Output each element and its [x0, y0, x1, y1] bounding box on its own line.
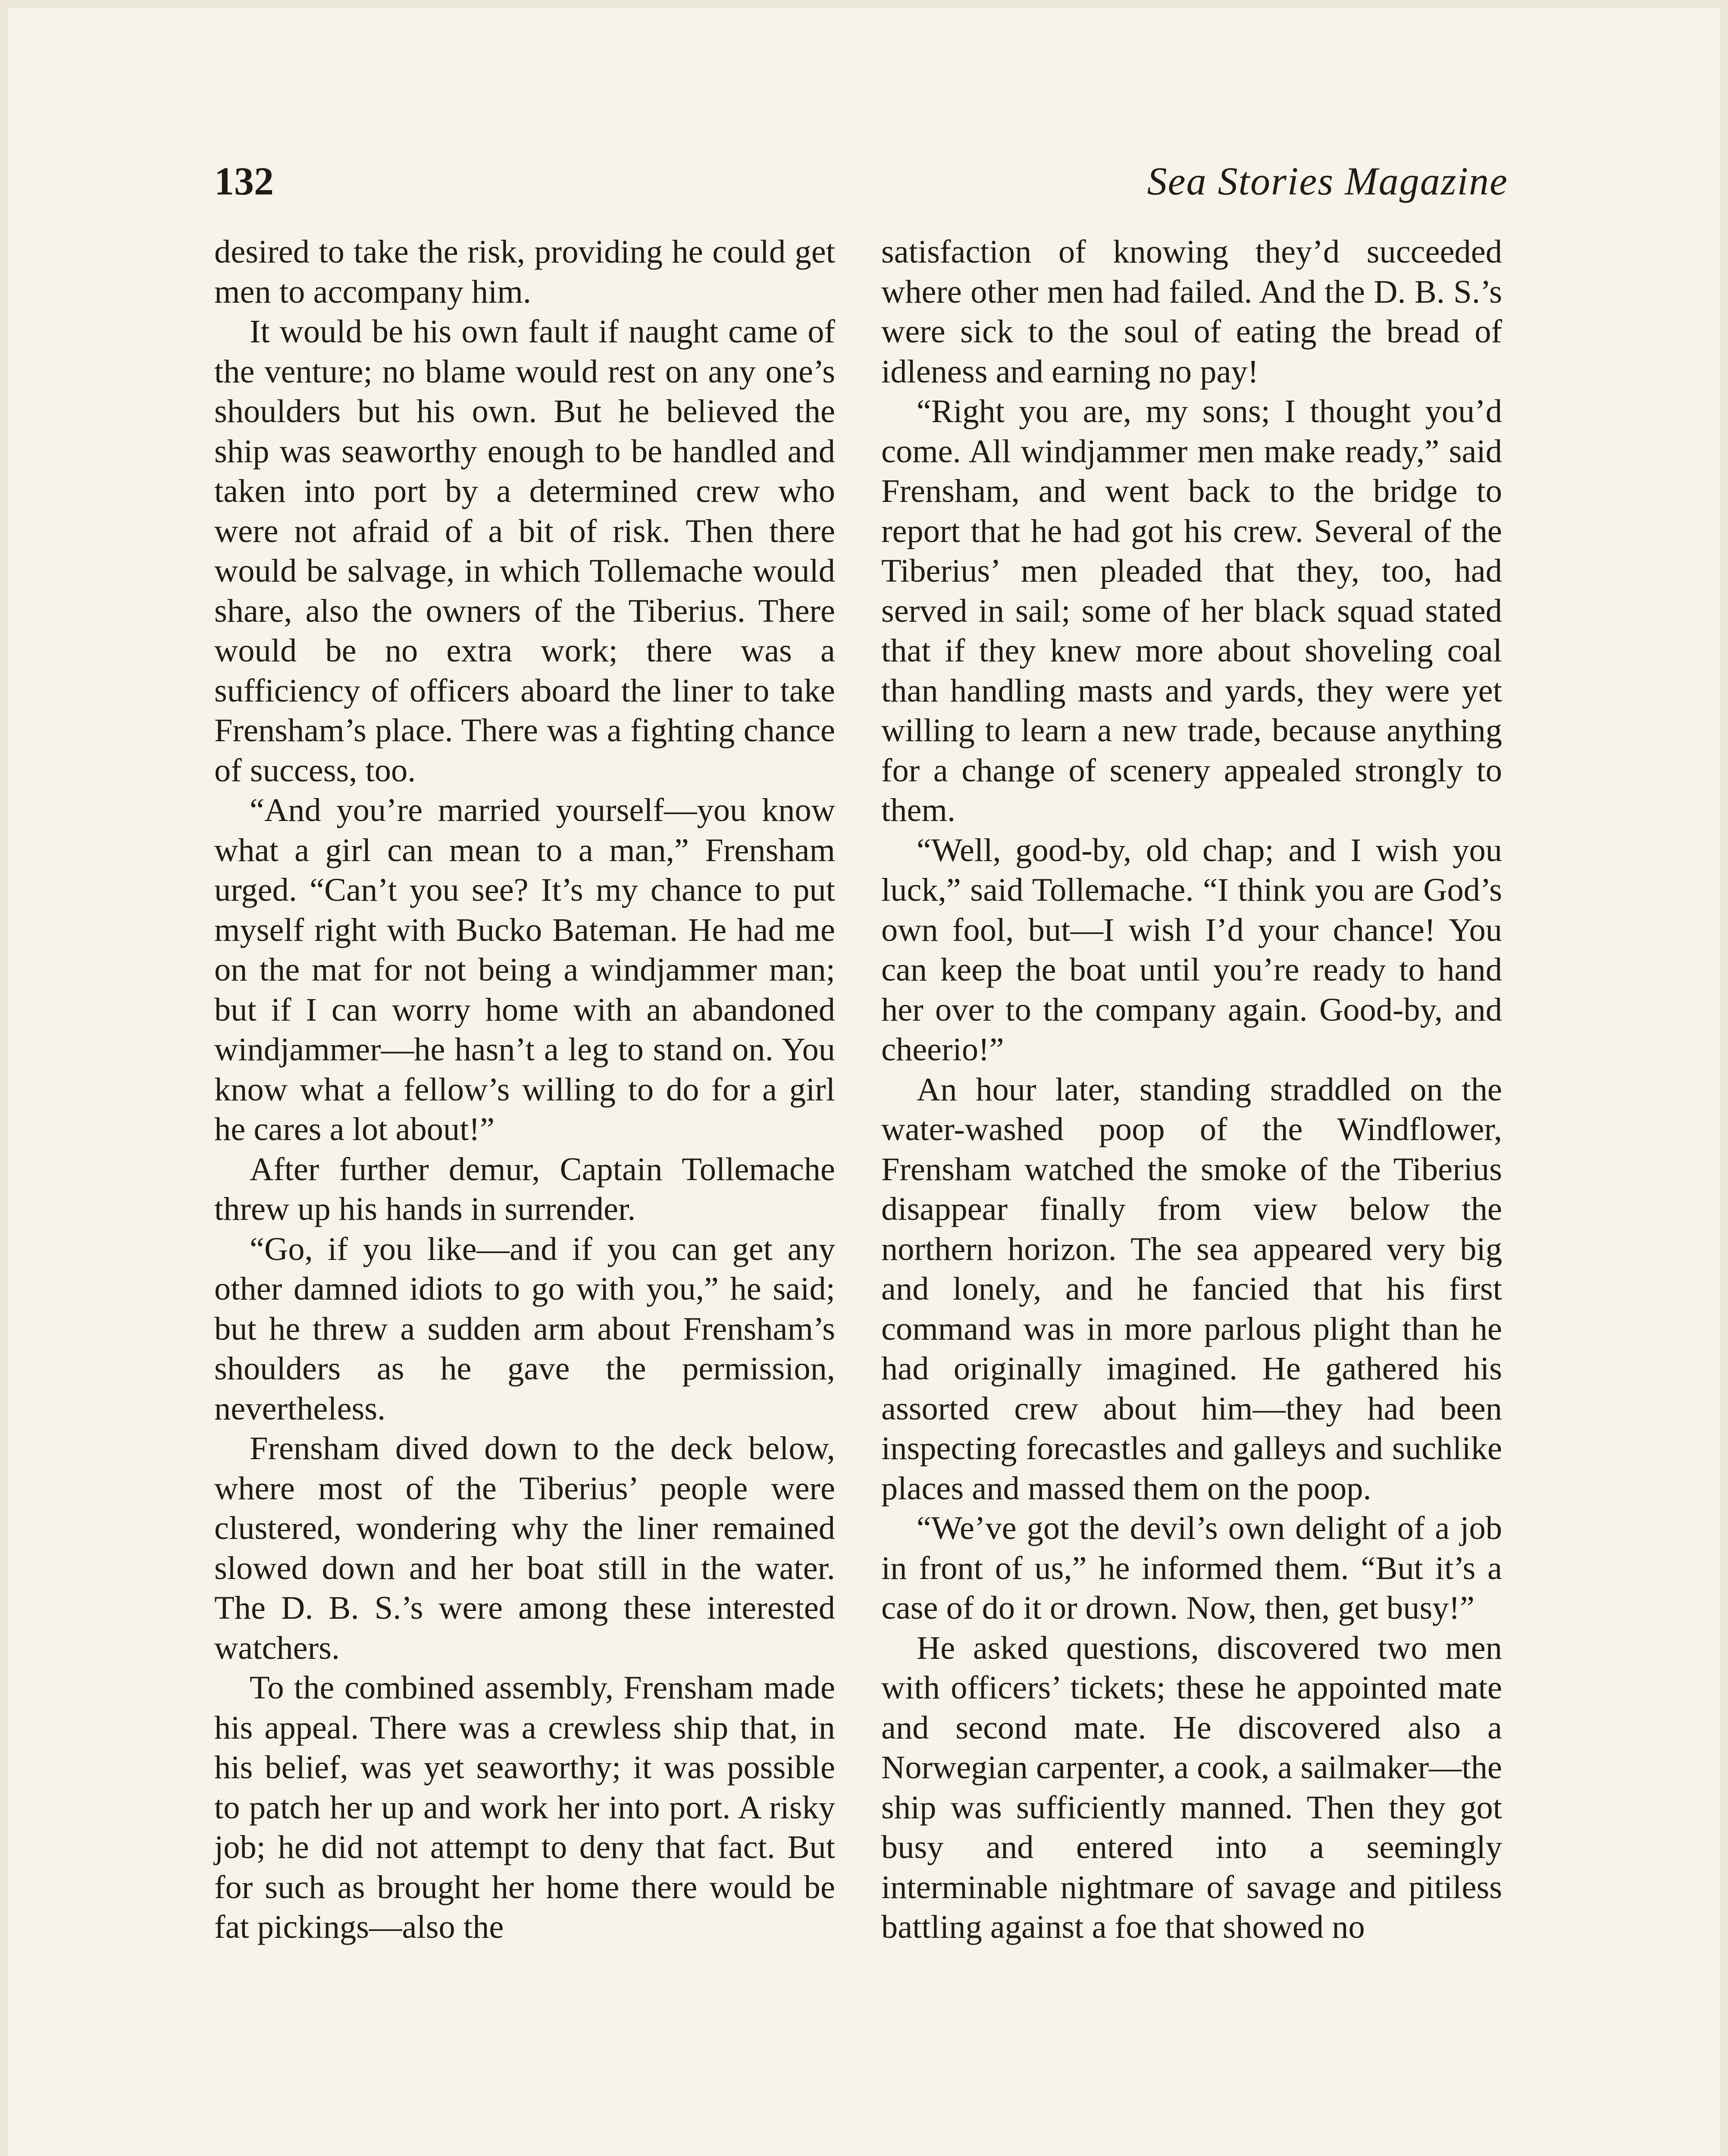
page-number: 132	[214, 159, 274, 203]
paragraph: “And you’re married yourself—you know what a girl can mean to a man,” Frensham urged. “Can’t you see? It’s my chance to put myself right with Bucko Bateman. He had me on the mat for not being a windjammer man; but if I can worry home with an abandoned windjammer—he hasn’t a leg to stand on. You know what a fellow’s willing to do for a girl he cares a lot about!”	[214, 792, 835, 1147]
page-header	[214, 155, 1508, 207]
paragraph: Frensham dived down to the deck below, where most of the Tiberius’ people were clustered, wondering why the liner remained slowed down and her boat still in the water. The D. B. S.’s were among these interested watchers.	[214, 1430, 835, 1666]
paragraph: satisfaction of knowing they’d succeeded where other men had failed. And the D. B. S.’s were sick to the soul of eating the bread of idleness and earning no pay!	[881, 233, 1502, 390]
paragraph: “We’ve got the devil’s own delight of a job in front of us,” he informed them. “But it’s a case of do it or drown. Now, then, get busy!”	[881, 1510, 1502, 1626]
left-column	[214, 232, 835, 1947]
paragraph: “Right you are, my sons; I thought you’d come. All windjammer men make ready,” said Frensham, and went back to the bridge to report that he had got his crew. Several of the Tiberius’ men pleaded that they, too, had served in sail; some of her black squad stated that if they knew more about shoveling coal than handling masts and yards, they were yet willing to learn a new trade, because anything for a change of scenery appealed strongly to them.	[881, 393, 1502, 828]
paragraph: To the combined assembly, Frensham made his appeal. There was a crewless ship that, in his belief, was yet seaworthy; it was possible to patch her up and work her into port. A risky job; he did not attempt to deny that fact. But for such as brought her home there would be fat pickings—also the	[214, 1669, 835, 1945]
paragraph: He asked questions, discovered two men with officers’ tickets; these he appointed mate and second mate. He discovered also a Norwegian carpenter, a cook, a sailmaker—the ship was sufficiently manned. Then they got busy and entered into a seemingly interminable nightmare of savage and pitiless battling against a foe that showed no	[881, 1629, 1502, 1945]
paragraph: An hour later, standing straddled on the water-washed poop of the Windflower, Frensham watched the smoke of the Tiberius disappear finally from view below the northern horizon. The sea appeared very big and lonely, and he fancied that his first command was in more parlous plight than he had originally imagined. He gathered his assorted crew about him—they had been inspecting forecastles and galleys and suchlike places and massed them on the poop.	[881, 1071, 1502, 1507]
right-column	[881, 232, 1502, 1947]
paragraph: “Well, good-by, old chap; and I wish you luck,” said Tollemache. “I think you are God’s own fool, but—I wish I’d your chance! You can keep the boat until you’re ready to hand her over to the company again. Good-by, and cheerio!”	[881, 831, 1502, 1068]
paragraph: “Go, if you like—and if you can get any other damned idiots to go with you,” he said; but he threw a sudden arm about Frensham’s shoulders as he gave the permission, nevertheless.	[214, 1230, 835, 1427]
running-head: Sea Stories Magazine	[1147, 159, 1508, 203]
paragraph: After further demur, Captain Tollemache threw up his hands in surrender.	[214, 1150, 835, 1227]
paragraph: desired to take the risk, providing he could get men to accompany him.	[214, 233, 835, 310]
paragraph: It would be his own fault if naught came of the venture; no blame would rest on any one’s shoulders but his own. But he believed the ship was seaworthy enough to be handled and taken into port by a determined crew who were not afraid of a bit of risk. Then there would be salvage, in which Tollemache would share, also the owners of the Tiberius. There would be no extra work; there was a sufficiency of officers aboard the liner to take Frensham’s place. There was a fighting chance of success, too.	[214, 313, 835, 789]
